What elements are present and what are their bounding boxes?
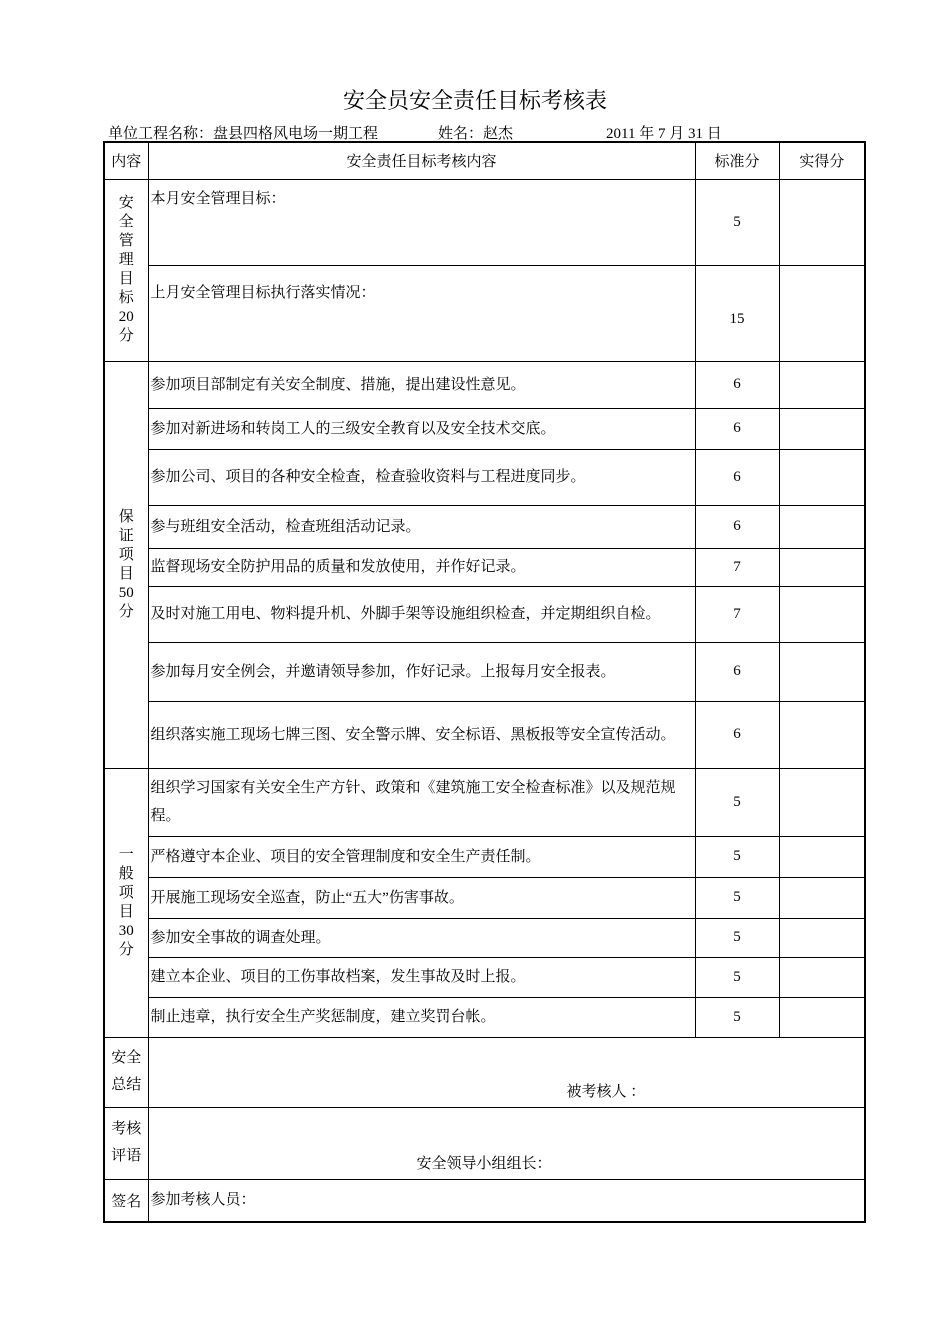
actual-score-cell[interactable] (779, 179, 865, 265)
item-score: 7 (695, 586, 779, 642)
item-text: 参加安全事故的调查处理。 (148, 918, 695, 957)
table-row (104, 361, 865, 408)
item-text: 参加公司、项目的各种安全检查，检查验收资料与工程进度同步。 (148, 449, 695, 505)
header-items: 安全责任目标考核内容 (148, 142, 695, 179)
page-title: 安全员安全责任目标考核表 (342, 89, 607, 114)
item-text: 组织落实施工现场七牌三图、安全警示牌、安全标语、黑板报等安全宣传活动。 (148, 701, 695, 768)
table-row (104, 505, 865, 548)
table-row (104, 701, 865, 768)
actual-score-cell[interactable] (779, 361, 865, 408)
item-score: 6 (695, 642, 779, 701)
actual-score-cell[interactable] (779, 505, 865, 548)
summary-content[interactable] (148, 1037, 865, 1107)
table-row (104, 449, 865, 505)
item-score: 7 (695, 548, 779, 586)
review-row (104, 1107, 865, 1179)
item-text: 开展施工现场安全巡查，防止“五大”伤害事故。 (148, 877, 695, 918)
actual-score-cell[interactable] (779, 997, 865, 1037)
actual-score-cell[interactable] (779, 768, 865, 836)
actual-score-cell[interactable] (779, 548, 865, 586)
item-score: 6 (695, 701, 779, 768)
actual-score-cell[interactable] (779, 265, 865, 361)
summary-row (104, 1037, 865, 1107)
table-row (104, 408, 865, 449)
actual-score-cell[interactable] (779, 449, 865, 505)
item-text: 参与班组安全活动，检查班组活动记录。 (148, 505, 695, 548)
actual-score-cell[interactable] (779, 701, 865, 768)
item-score: 5 (695, 877, 779, 918)
category-safety-goal: 安 全 管 理 目 标 20 分 (104, 179, 148, 361)
table-row (104, 548, 865, 586)
summary-label: 安全 总结 (104, 1037, 148, 1107)
actual-score-cell[interactable] (779, 877, 865, 918)
assessment-table (103, 141, 866, 1223)
item-text: 建立本企业、项目的工伤事故档案，发生事故及时上报。 (148, 957, 695, 997)
review-content[interactable] (148, 1107, 865, 1179)
table-row (104, 768, 865, 836)
category-general-items: 一 般 项 目 30 分 (104, 768, 148, 1037)
actual-score-cell[interactable] (779, 836, 865, 877)
table-row (104, 179, 865, 265)
table-row (104, 265, 865, 361)
header-actual-score: 实得分 (779, 142, 865, 179)
item-score: 5 (695, 997, 779, 1037)
item-text: 参加对新进场和转岗工人的三级安全教育以及安全技术交底。 (148, 408, 695, 449)
table-row (104, 918, 865, 957)
item-score: 6 (695, 449, 779, 505)
item-text: 本月安全管理目标： (148, 179, 695, 265)
actual-score-cell[interactable] (779, 918, 865, 957)
item-score: 6 (695, 361, 779, 408)
assessee-signature-label: 被考核人 ： (566, 1083, 646, 1100)
actual-score-cell[interactable] (779, 586, 865, 642)
header-standard-score: 标准分 (695, 142, 779, 179)
signature-row (104, 1179, 865, 1222)
project-name: 单位工程名称：盘县四格风电场一期工程 (108, 126, 379, 142)
actual-score-cell[interactable] (779, 642, 865, 701)
header-content: 内容 (104, 142, 148, 179)
table-row (104, 877, 865, 918)
item-score: 6 (695, 408, 779, 449)
assessee-name: 姓名：赵杰 (438, 126, 514, 142)
table-row (104, 642, 865, 701)
form-date: 2011 年 7 月 31 日 (606, 126, 722, 142)
item-score: 5 (695, 768, 779, 836)
item-score: 5 (695, 918, 779, 957)
item-score: 15 (695, 265, 779, 361)
item-score: 5 (695, 179, 779, 265)
signature-content[interactable]: 参加考核人员： (148, 1179, 865, 1222)
item-text: 监督现场安全防护用品的质量和发放使用，并作好记录。 (148, 548, 695, 586)
table-row (104, 997, 865, 1037)
leader-signature-label: 安全领导小组组长： (416, 1155, 552, 1172)
item-text: 及时对施工用电、物料提升机、外脚手架等设施组织检查，并定期组织自检。 (148, 586, 695, 642)
actual-score-cell[interactable] (779, 408, 865, 449)
item-text: 组织学习国家有关安全生产方针、政策和《建筑施工安全检查标准》以及规范规程。 (148, 768, 695, 836)
item-text: 严格遵守本企业、项目的安全管理制度和安全生产责任制。 (148, 836, 695, 877)
table-row (104, 836, 865, 877)
table-header-row (104, 142, 865, 179)
table-row (104, 586, 865, 642)
item-score: 5 (695, 957, 779, 997)
category-guarantee-items: 保 证 项 目 50 分 (104, 361, 148, 768)
table-row (104, 957, 865, 997)
signature-label: 签名 (104, 1179, 148, 1222)
item-text: 参加每月安全例会，并邀请领导参加，作好记录。上报每月安全报表。 (148, 642, 695, 701)
item-score: 6 (695, 505, 779, 548)
item-text: 参加项目部制定有关安全制度、措施，提出建设性意见。 (148, 361, 695, 408)
item-text: 制止违章，执行安全生产奖惩制度，建立奖罚台帐。 (148, 997, 695, 1037)
item-score: 5 (695, 836, 779, 877)
review-label: 考核 评语 (104, 1107, 148, 1179)
item-text: 上月安全管理目标执行落实情况： (148, 265, 695, 361)
actual-score-cell[interactable] (779, 957, 865, 997)
